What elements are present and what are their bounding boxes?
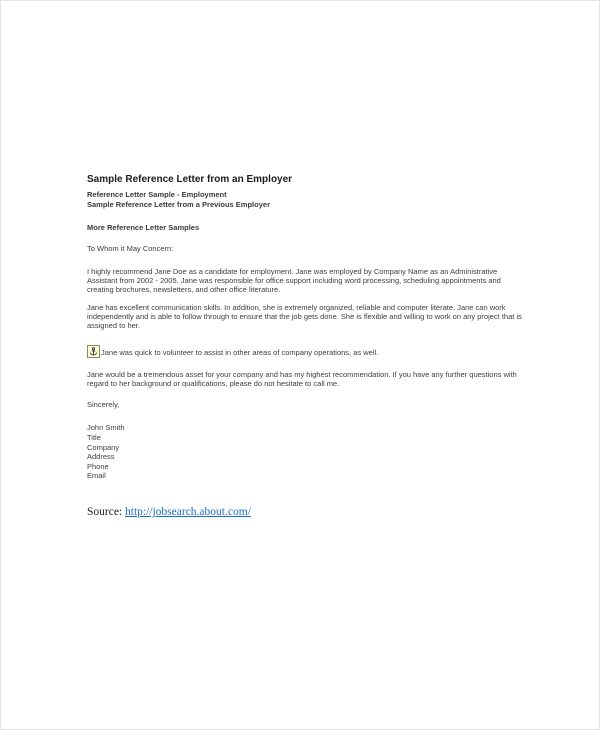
signature-phone: Phone (87, 461, 109, 471)
paragraph-1: I highly recommend Jane Doe as a candidate for employment. Jane was employed by Company Name as an Administrative Assistant from 2002 - 2005. Jane was responsible for office support including word processing, scheduling appointments and creating brochures, newsletters, and other office literature. (87, 266, 501, 295)
signature-address: Address (87, 452, 115, 462)
subtitle-line-1: Reference Letter Sample - Employment (87, 190, 227, 199)
signature-name: John Smith (87, 423, 125, 433)
paragraph-2: Jane has excellent communication skills. In addition, she is extremely organized, reliable and computer literate. Jane can work independently and is able to follow through to ensure that the job gets done. She is flexible and willing to work on any project that is assigned to her. (87, 302, 522, 331)
signoff: Sincerely, (87, 400, 120, 410)
subtitle-line-2: Sample Reference Letter from a Previous Employer (87, 199, 270, 209)
signature-company: Company (87, 442, 120, 452)
anchor-icon (87, 345, 100, 358)
source-line (87, 506, 523, 518)
salutation: To Whom it May Concern: (87, 243, 174, 253)
source-link[interactable]: http://jobsearch.about.com/ (125, 506, 251, 519)
icon-note-text: Jane was quick to volunteer to assist in other areas of company operations, as well. (101, 348, 379, 358)
source-label: Source: (87, 506, 123, 519)
more-samples-label: More Reference Letter Samples (87, 223, 200, 232)
page-title: Sample Reference Letter from an Employer (87, 174, 293, 185)
signature-block (87, 423, 523, 481)
signature-title: Title (87, 433, 101, 443)
letter-content (87, 174, 523, 530)
closing-paragraph: Jane would be a tremendous asset for your company and has my highest recommendation. If you have any further questions with regard to her background or qualifications, please do not hesitate to call me. (87, 369, 517, 388)
icon-note-line (87, 345, 523, 358)
signature-email: Email (87, 471, 106, 481)
subtitle-block (87, 190, 523, 209)
